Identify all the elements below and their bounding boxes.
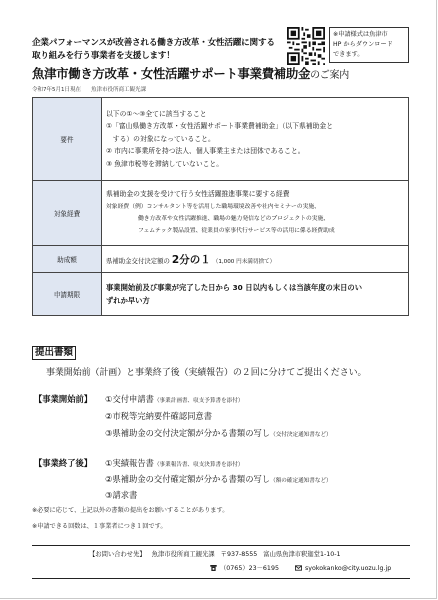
rate-note: （1,000 円未満切捨て） bbox=[212, 258, 276, 265]
expenses-cell bbox=[102, 181, 409, 246]
contact-postal: 〒937-8555 bbox=[220, 551, 258, 558]
rate-prefix: 県補助金交付決定額の bbox=[106, 256, 170, 265]
contact-row bbox=[210, 563, 391, 572]
table-row bbox=[33, 181, 409, 246]
qr-code-icon[interactable] bbox=[287, 27, 325, 65]
document-item bbox=[105, 457, 243, 469]
download-note-line: ※申請様式は魚津市 bbox=[333, 31, 388, 38]
rate-value: 2分の１ bbox=[171, 253, 211, 266]
title-suffix: のご案内 bbox=[310, 70, 349, 81]
download-note-line: HP からダウンロード bbox=[333, 41, 393, 48]
page-title bbox=[32, 64, 349, 82]
rate-label: 助成額 bbox=[33, 246, 102, 273]
expenses-example-line: フェムテック製品設置、従業員の家事代行サービス等の活用に係る経費助成 bbox=[138, 228, 335, 235]
table-row bbox=[33, 273, 409, 316]
document-note: （交付決定通知書など） bbox=[270, 432, 332, 438]
before-start-label: 【事業開始前】 bbox=[34, 394, 93, 404]
document-item bbox=[105, 393, 243, 405]
document-name: ②県補助金の交付確定額が分かる書類の写し bbox=[105, 474, 271, 484]
document-item bbox=[105, 427, 332, 439]
subsidy-info-table bbox=[32, 97, 409, 316]
deadline-label: 申請期限 bbox=[33, 273, 102, 316]
intro-text bbox=[32, 37, 282, 63]
rate-cell bbox=[102, 246, 409, 273]
expenses-label: 対象経費 bbox=[33, 181, 102, 246]
as-of-date: 令和7年5月1日現在 bbox=[32, 87, 81, 93]
email-icon bbox=[295, 565, 302, 571]
document-name: ③請求書 bbox=[105, 490, 138, 500]
document-name: ①交付申請書 bbox=[105, 394, 154, 404]
contact-address: 富山県魚津市釈迦堂1-10-1 bbox=[263, 551, 341, 558]
document-note: （事業報告書、収支決算書を添付） bbox=[153, 462, 244, 468]
footnote: ※申請できる回数は、１事業者につき１回です。 bbox=[32, 523, 167, 530]
title-main: 魚津市働き方改革・女性活躍サポート事業費補助金 bbox=[32, 66, 311, 81]
contact-email[interactable]: syokokanko@city.uozu.lg.jp bbox=[304, 565, 392, 572]
download-note-box bbox=[329, 27, 409, 63]
document-item bbox=[105, 410, 212, 422]
deadline-cell bbox=[102, 273, 409, 316]
document-name: ③県補助金の交付決定額が分かる書類の写し bbox=[105, 428, 271, 438]
document-note: （事業計画書、収支予算書を添付） bbox=[153, 398, 244, 404]
requirements-line: ② 市内に事業所を持つ法人、個人事業主または団体であること。 bbox=[106, 147, 305, 156]
document-item bbox=[105, 489, 137, 501]
requirements-label: 要件 bbox=[33, 98, 102, 181]
contact-box bbox=[32, 545, 410, 579]
deadline-line: ずれか早い方 bbox=[106, 296, 150, 305]
table-row bbox=[33, 246, 409, 273]
document-note: （額の確定通知書など） bbox=[270, 478, 332, 484]
requirements-line: する）の対象になっていること。 bbox=[106, 134, 215, 143]
intro-line: 取り組みを行う事業者を支援します！ bbox=[32, 51, 175, 61]
phone-icon bbox=[210, 565, 217, 571]
requirements-line: 以下の①～③全てに該当すること bbox=[106, 109, 207, 118]
requirements-line: ③ 魚津市税等を滞納していないこと。 bbox=[106, 159, 224, 168]
intro-line: 企業パフォーマンスが改善される働き方改革・女性活躍に関する bbox=[32, 38, 275, 48]
section-title-documents: 提出書類 bbox=[32, 346, 76, 360]
after-end-label: 【事業終了後】 bbox=[34, 458, 93, 468]
document-name: ②市税等完納要件確認同意書 bbox=[105, 411, 213, 421]
contact-phone[interactable]: （0765）23－6195 bbox=[220, 565, 279, 572]
contact-office: 魚津市役所商工観光課 bbox=[151, 551, 215, 558]
requirements-line: ①「富山県働き方改革・女性活躍サポート事業費補助金」（以下県補助金と bbox=[106, 122, 333, 131]
footnote: ※必要に応じて、上記以外の書類の提出をお願いすることがあります。 bbox=[32, 507, 229, 514]
document-item bbox=[105, 473, 332, 485]
table-row bbox=[33, 98, 409, 181]
requirements-cell bbox=[102, 98, 409, 181]
expenses-example-line: 働き方改革や女性活躍推進、職場の魅力発信などのプロジェクトの実施、 bbox=[138, 216, 330, 223]
deadline-line: 事業開始前及び事業が完了した日から 30 日以内もしくは当該年度の末日のい bbox=[106, 283, 363, 292]
contact-row bbox=[89, 549, 341, 558]
expenses-main: 県補助金の支援を受けて行う女性活躍推進事業に要する経費 bbox=[106, 190, 290, 199]
header-meta bbox=[32, 85, 146, 93]
department-name: 魚津市役所商工観光課 bbox=[91, 87, 147, 93]
download-note-line: できます。 bbox=[333, 51, 364, 58]
expenses-example-line: 対象経費（例）コンサルタント等を活用した職場環境改善や社内セミナーの実施、 bbox=[106, 203, 320, 210]
documents-description: 事業開始前（計画）と事業終了後（実績報告）の２回に分けてご提出ください。 bbox=[46, 368, 367, 378]
document-name: ①実績報告書 bbox=[105, 458, 154, 468]
contact-label: 【お問い合わせ先】 bbox=[89, 551, 146, 558]
